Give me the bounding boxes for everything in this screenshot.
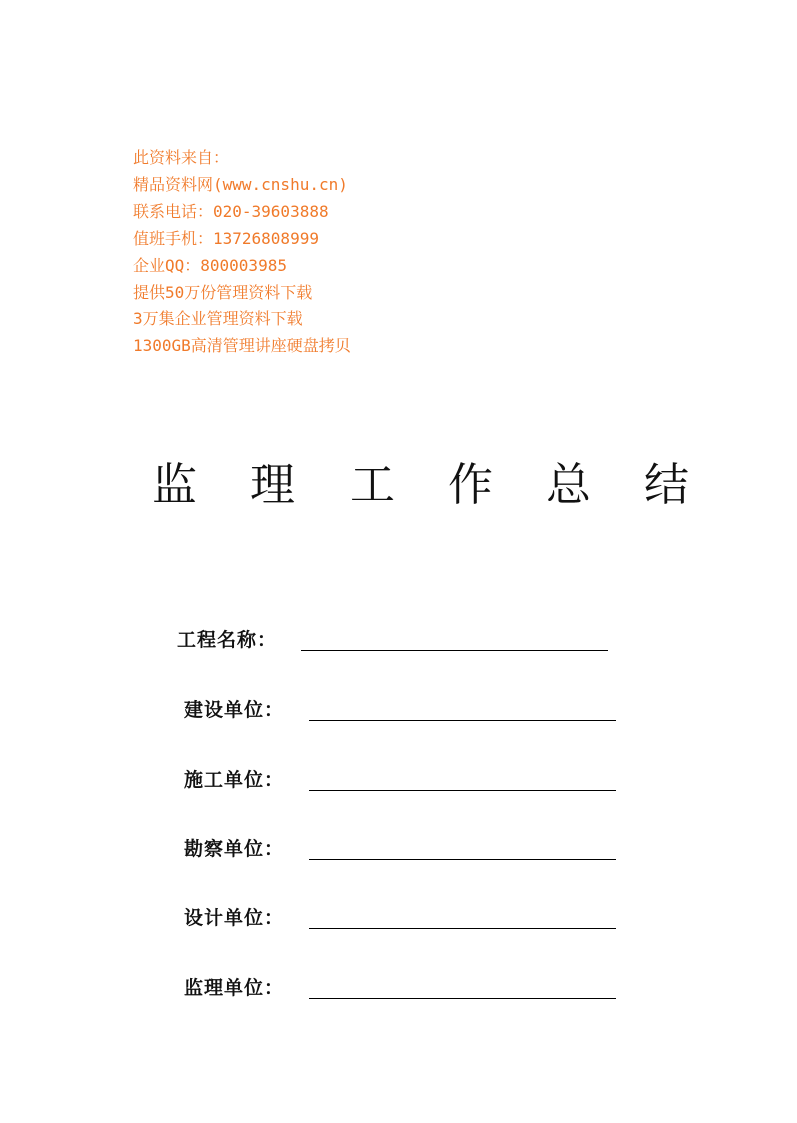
title-char: 监 — [152, 458, 198, 511]
field-blank-line[interactable] — [309, 998, 616, 999]
field-blank-line[interactable] — [309, 720, 616, 721]
title-char: 结 — [644, 458, 690, 511]
field-label: 勘察单位： — [184, 838, 285, 860]
form-field-supervision-unit — [184, 973, 619, 1003]
source-line-intro: 此资料来自： — [133, 148, 230, 167]
field-blank-line[interactable] — [309, 790, 616, 791]
field-label: 设计单位： — [184, 907, 285, 929]
source-line-website: 精品资料网(www.cnshu.cn) — [133, 174, 348, 194]
source-info-block — [133, 145, 493, 360]
field-label: 工程名称： — [177, 629, 278, 651]
field-label: 监理单位： — [184, 977, 285, 999]
source-line-offer-1: 提供50万份管理资料下载 — [133, 282, 313, 302]
field-blank-line[interactable] — [301, 650, 608, 651]
source-line-phone: 联系电话：020-39603888 — [133, 201, 329, 221]
field-label: 建设单位： — [184, 699, 285, 721]
title-char: 工 — [350, 458, 396, 511]
form-field-construction-unit — [184, 695, 619, 725]
source-line-mobile: 值班手机：13726808999 — [133, 228, 319, 248]
form-field-design-unit — [184, 903, 619, 933]
form-field-project-name — [177, 625, 612, 655]
source-line-offer-2: 3万集企业管理资料下载 — [133, 309, 303, 329]
form-field-survey-unit — [184, 834, 619, 864]
title-char: 理 — [250, 458, 296, 511]
field-label: 施工单位： — [184, 769, 285, 791]
form-field-builder-unit — [184, 765, 619, 795]
field-blank-line[interactable] — [309, 859, 616, 860]
title-char: 总 — [546, 458, 592, 511]
title-char: 作 — [448, 458, 494, 511]
source-line-qq: 企业QQ：800003985 — [133, 255, 287, 275]
field-blank-line[interactable] — [309, 928, 616, 929]
source-line-offer-3: 1300GB高清管理讲座硬盘拷贝 — [133, 336, 351, 356]
document-title — [150, 455, 710, 515]
